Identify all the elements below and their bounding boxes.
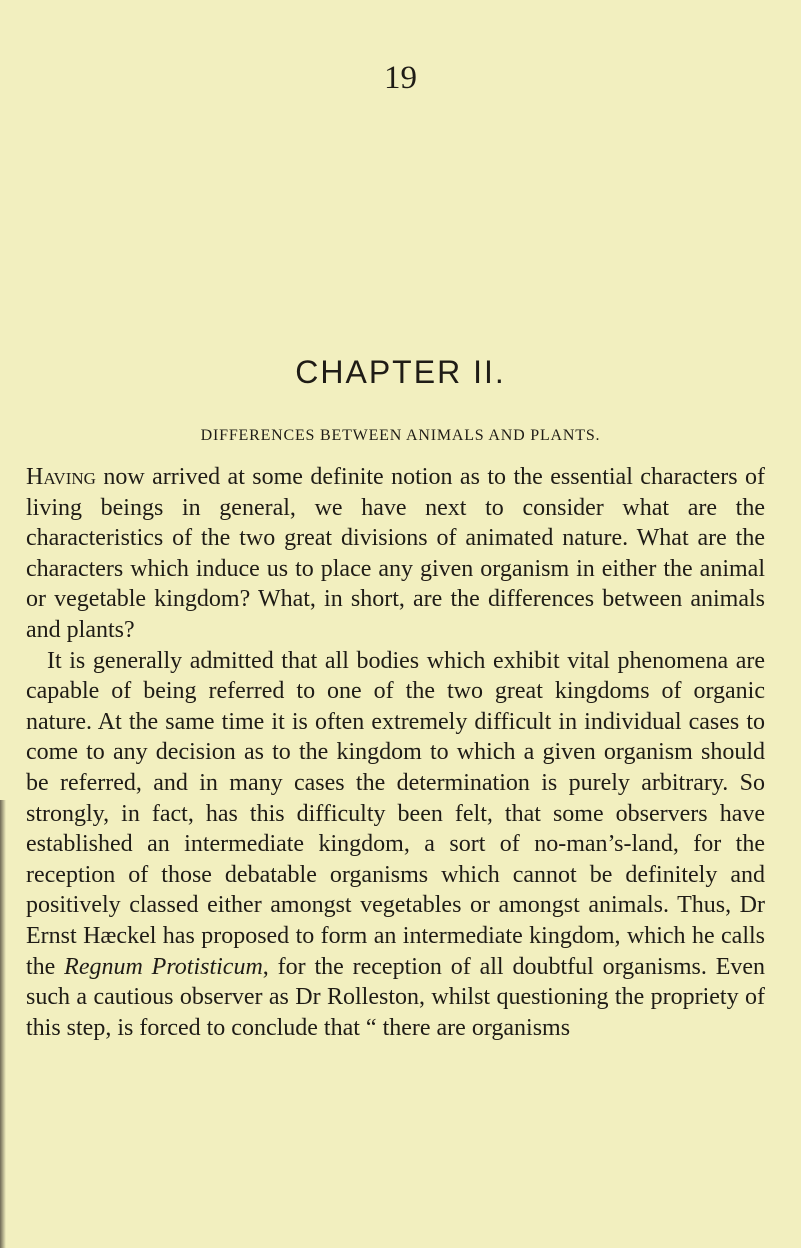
paragraph-2 [26, 646, 765, 1044]
paragraph-2-text-a: It is generally admitted that all bodies which exhibit vital phenomena are capable of being referred to one of the two great kingdoms of organic nature. At the same time it is often extremely difficult in individual cases to come to any decision as to the kingdom to which a given organism should be referred, and in many cases the determination is purely arbitrary. So strongly, in fact, has this difficulty been felt, that some observers have established an intermediate kingdom, a sort of no-man’s-land, for the reception of those debatable organisms which cannot be definitely and positively classed either amongst vegetables or amongst animals. Thus, Dr Ernst Hæckel has proposed to form an intermediate kingdom, which he calls the [26, 647, 765, 980]
paragraph-lead-word: Having [26, 464, 96, 490]
paragraph-1-text: now arrived at some definite notion as to the essential characters of living beings in general, we have next to consider what are the characteristics of the two great divisions of animated nature. What are the characters which induce us to place any given organism in either the animal or vegetable kingdom? What, in short, are the differences between animals and plants? [26, 464, 765, 643]
page-edge-shadow [0, 800, 6, 1248]
body-text [26, 462, 765, 1043]
italic-term: Regnum Protisticum [64, 953, 263, 980]
chapter-title: CHAPTER II. [295, 354, 506, 390]
paragraph-2-text-b: , for the reception of all doubtful organisms. Even such a cautious observer as Dr Rolleston, whilst questioning the propriety of this step, is forced to conclude that “ there are organisms [26, 953, 766, 1041]
section-heading: DIFFERENCES BETWEEN ANIMALS AND PLANTS. [200, 427, 601, 444]
paragraph-1 [26, 462, 765, 646]
page-number: 19 [384, 60, 417, 96]
